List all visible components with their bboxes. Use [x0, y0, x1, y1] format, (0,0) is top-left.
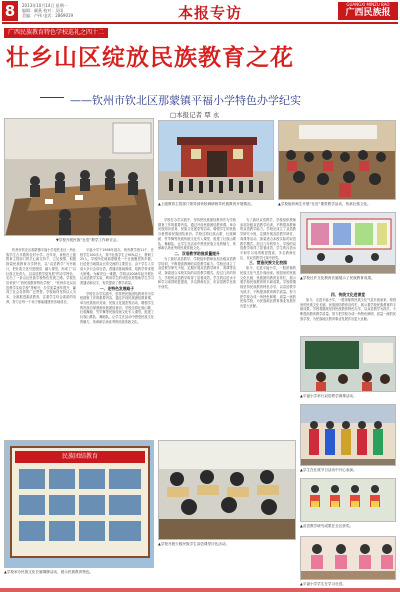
photo-classroom [278, 120, 396, 200]
body-column-1 [6, 248, 76, 436]
caption-bottom-left: ▲学校举办民族文化长廊揭牌活动，展示民族教育特色。 [4, 570, 94, 574]
body-paragraph: 钦州市钦北区那蒙镇平福小学是钦北区一所壮族学生占多数的农村小学。近年来，该校在上级教育主管部门的关心和支持下，立足校情，积极探索民族教育办学特色，以“双语教学”为突破口，把壮族文化引进校园、融入课堂，形成了“以壮族文化育人，以双语教学促发展”的办学特色，走出了一条山区民族学校特色发展之路。学校先后荣获“广西民族教育特色学校”、“钦州市壮汉双语教学实验学校”等称号，办学质量逐年提升，赢得了社会各界的广泛赞誉。学校始终坚持以人为本，全面推进素质教育，注重学生综合素质的培养，努力让每一个孩子都能健康快乐地成长。 [6, 248, 76, 304]
body-paragraph: 平福小学于1958年创办，现有教学班11个，在校学生400多人，其中壮族学生占95%以上，教职工25人。学校所在地那蒙镇是一个壮族聚居的乡镇，壮语是当地群众日常交流的主要语言。由于学生入学前大多只会讲壮语，普通话基础薄弱，给教学带来很大困难。为解决这一难题，学校从2008年起开展壮汉双语教学实验，利用学生的母语优势帮助学生学习普通话和汉字，有效提高了教学质量。 [80, 248, 154, 285]
photo-award-students [300, 478, 396, 522]
masthead-meta-phone: 美编：卢伟 电话：2869019 [22, 13, 74, 18]
body-column-3 [158, 218, 236, 436]
body-paragraph: 学校在办学实践中，坚持把民族团结教育作为学校德育工作的重要内容，通过开设民族团结教育课，举办民族知识竞赛、民族文化展览等活动，增强学生的民族自豪感和民族团结意识。学校还将壮族山歌、壮族舞蹈、竹竿舞等民族传统文化引入课堂，组建了壮族山歌队、舞蹈队，让学生在活动中感受民族文化的魅力，传承和弘扬优秀的民族传统文化。 [158, 218, 236, 251]
photo-school-gate [158, 120, 274, 200]
body-column-5 [300, 292, 396, 334]
paper-logo-en: GUANGXI MINZU BAO [346, 2, 390, 7]
body-paragraph: 为了搞好双语教学，学校组织教师参加各级双语教学培训，不断提高教师的双语教学能力。学校还成立了双语教学研究小组，定期开展双语教学研讨、赛课等活动，探索适合本校实际的双语教学模式。经过几年的努力，学校的双语教学取得了显著成效，学生的汉语水平和学习成绩明显提高，多名教师在区、市双语教学比赛中获奖。 [240, 218, 296, 260]
photo-teaching-contest [300, 336, 396, 392]
caption-right-1: ▲学校壮乡文化教育长廊展示了民族教育成果。 [300, 276, 375, 280]
subhead-rule [40, 97, 64, 98]
caption-bottom-mid: ▲学校开展少数民族学生双语课堂评比活动。 [158, 542, 230, 546]
masthead-meta-editor: 编辑：颜燕 校对：吴雨 [22, 8, 64, 13]
footer-rule [0, 588, 400, 592]
headline: 壮乡山区绽放民族教育之花 [6, 45, 294, 71]
masthead-meta-date: 2013年10月14日 星期一 [22, 3, 68, 8]
caption-top-right: ▲学校组织师生开展“壮语”课堂教学活动，传承壮族文化。 [278, 202, 371, 206]
subhead: ——钦州市钦北区那蒙镇平福小学特色办学纪实 [70, 94, 301, 107]
body-paragraph: 学校在办学实践中，坚持把民族团结教育作为学校德育工作的重要内容，通过开设民族团结教育课，举办民族知识竞赛、民族文化展览等活动，增强学生的民族自豪感和民族团结意识。学校还将壮族山歌、壮族舞蹈、竹竿舞等民族传统文化引入课堂，组建了壮族山歌队、舞蹈队，让学生在活动中感受民族文化的魅力，传承和弘扬优秀的民族传统文化。 [80, 291, 154, 324]
masthead-rule [2, 22, 398, 24]
page-number: 8 [2, 1, 18, 21]
body-paragraph: 为了搞好双语教学，学校组织教师参加各级双语教学培训，不断提高教师的双语教学能力。学校还成立了双语教学研究小组，定期开展双语教学研讨、赛课等活动，探索适合本校实际的双语教学模式。经过几年的努力，学校的双语教学取得了显著成效，学生的汉语水平和学习成绩明显提高，多名教师在区、市双语教学比赛中获奖。 [158, 256, 236, 290]
byline: □本报记者 覃 永 [170, 111, 220, 119]
column-title: 本报专访 [178, 4, 243, 22]
section-subhead: 二、双语教学助推质量提升 [174, 250, 220, 256]
masthead-meta [22, 3, 162, 18]
caption-mid-left: ▼学校开展民族“壮语”教学工作研讨会。 [56, 238, 120, 242]
board-title: 民族团结教育 [61, 453, 98, 460]
series-tag: 广西民族教育特色学校巡礼之四十二 [4, 28, 108, 38]
body-paragraph: 如今，走进平福小学，一股浓郁的民族文化气息扑面而来。校园里的民族文化长廊、民族团结教育宣传栏，展示着学校民族教育的丰硕成果。学校将继续坚持民族教育特色办学，以双语教学为抓手，不断提高教育教学质量，努力把学校办成一所特色鲜明、质量一流的民族学校，为民族地区教育事业发展作出更大贡献。 [300, 298, 396, 321]
paper-logo-cn: 广西民族报 [345, 8, 391, 18]
caption-top-mid: ▲上级教育主管部门领导到该校调研督导民族教育开展情况。 [158, 202, 255, 206]
caption-bottom-right-1: ▲双语教学研究成果在全区获奖。 [300, 524, 354, 528]
photo-meeting [4, 118, 154, 236]
photo-festival-show [300, 404, 396, 466]
caption-right-2: ▲平福小学举行双语教学赛课活动。 [300, 394, 357, 398]
masthead [0, 0, 400, 22]
section-subhead: 三、营造民族文化校园 [249, 260, 287, 266]
caption-right-3: ▲学生在壮族节日活动中开心表演。 [300, 468, 357, 472]
body-column-4 [240, 218, 296, 436]
caption-bottom-right-2: ▲平福小学学生在学习壮语。 [300, 582, 346, 586]
photo-students-reading [300, 536, 396, 580]
photo-culture-corridor [300, 212, 396, 274]
body-paragraph: 如今，走进平福小学，一股浓郁的民族文化气息扑面而来。校园里的民族文化长廊、民族团结教育宣传栏，展示着学校民族教育的丰硕成果。学校将继续坚持民族教育特色办学，以双语教学为抓手，不断提高教育教学质量，努力把学校办成一所特色鲜明、质量一流的民族学校，为民族地区教育事业发展作出更大贡献。 [240, 266, 296, 308]
paper-logo [338, 2, 398, 20]
section-subhead: 四、传统文化进课堂 [330, 292, 366, 297]
section-subhead: 一、走特色发展路子 [99, 285, 135, 291]
photo-students-class [158, 440, 296, 540]
body-column-2 [80, 248, 154, 436]
photo-exhibition-board [4, 440, 154, 568]
